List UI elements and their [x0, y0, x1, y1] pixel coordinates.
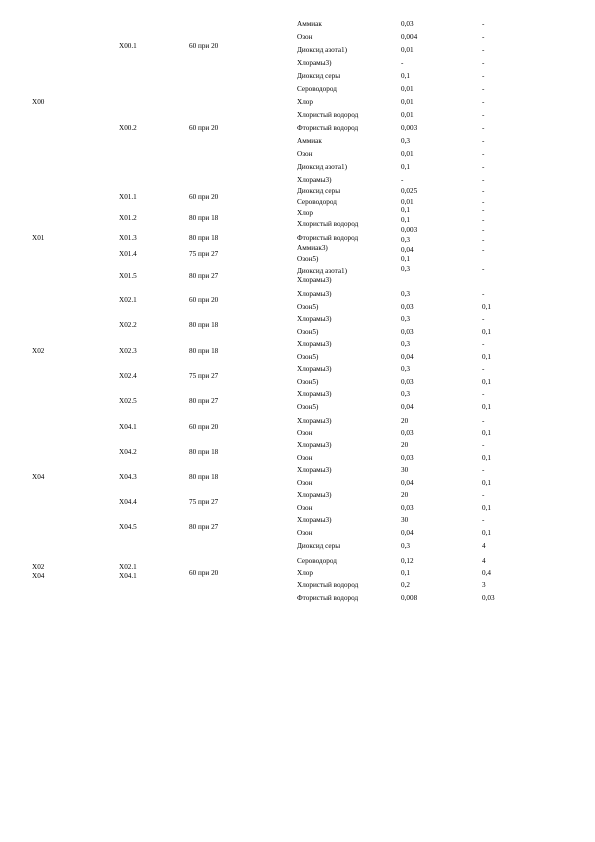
- table-cell: Аммиак3): [297, 244, 328, 252]
- table-cell: Хлорамы3): [297, 176, 332, 184]
- table-cell: 80 при 27: [189, 397, 219, 405]
- table-cell: 0,025: [401, 187, 418, 195]
- table-cell: Х01: [32, 234, 45, 242]
- table-cell: -: [482, 417, 485, 425]
- table-cell: 0,03: [401, 328, 414, 336]
- table-cell: 30: [401, 516, 409, 524]
- table-cell: Хлор: [297, 209, 313, 217]
- table-cell: 4: [482, 542, 486, 550]
- table-cell: Озон: [297, 429, 313, 437]
- table-cell: Фтористый водород: [297, 234, 359, 242]
- table-cell: Аммиак: [297, 20, 322, 28]
- table-cell: 75 при 27: [189, 372, 219, 380]
- table-cell: Диоксид серы: [297, 187, 341, 195]
- table-cell: -: [482, 265, 485, 273]
- table-cell: 0,1: [482, 454, 491, 462]
- table-cell: 0,1: [482, 529, 491, 537]
- table-cell: Озон5): [297, 353, 319, 361]
- table-cell: -: [482, 236, 485, 244]
- table-cell: 30: [401, 466, 409, 474]
- table-cell: Х04.4: [119, 498, 137, 506]
- table-cell: -: [401, 176, 404, 184]
- table-cell: 80 при 18: [189, 347, 219, 355]
- table-cell: 0,1: [401, 255, 410, 263]
- table-cell: Диоксид азота1): [297, 46, 348, 54]
- table-cell: 0,03: [401, 303, 414, 311]
- table-cell: Фтористый водород: [297, 124, 359, 132]
- table-cell: 3: [482, 581, 486, 589]
- table-cell: Х02: [32, 347, 45, 355]
- table-cell: Озон: [297, 150, 313, 158]
- table-cell: 80 при 18: [189, 448, 219, 456]
- table-cell: -: [482, 516, 485, 524]
- table-cell: 0,4: [482, 569, 491, 577]
- table-cell: Диоксид серы: [297, 542, 341, 550]
- table-cell: Хлористый водород: [297, 220, 359, 228]
- table-cell: 0,3: [401, 315, 410, 323]
- table-cell: 0,1: [482, 353, 491, 361]
- table-cell: Хлорамы3): [297, 290, 332, 298]
- table-cell: 0,3: [401, 290, 410, 298]
- table-cell: 0,1: [401, 72, 410, 80]
- table-cell: -: [482, 150, 485, 158]
- table-cell: 0,1: [482, 303, 491, 311]
- table-cell: -: [482, 441, 485, 449]
- table-cell: Озон: [297, 529, 313, 537]
- table-cell: 60 при 20: [189, 193, 219, 201]
- table-cell: 0,01: [401, 98, 414, 106]
- table-cell: 0,003: [401, 226, 418, 234]
- table-cell: -: [482, 491, 485, 499]
- table-cell: 0,03: [401, 429, 414, 437]
- table-cell: 0,04: [401, 403, 414, 411]
- table-cell: Хлорамы3): [297, 491, 332, 499]
- table-cell: 80 при 18: [189, 214, 219, 222]
- table-cell: 20: [401, 491, 409, 499]
- table-cell: -: [482, 163, 485, 171]
- table-cell: 0,3: [401, 542, 410, 550]
- table-cell: 0,1: [482, 403, 491, 411]
- table-cell: Хлорамы3): [297, 340, 332, 348]
- table-cell: -: [482, 98, 485, 106]
- table-cell: Х04: [32, 473, 45, 481]
- table-cell: 0,04: [401, 479, 414, 487]
- table-cell: Х02.5: [119, 397, 137, 405]
- table-cell: 0,1: [401, 216, 410, 224]
- table-cell: -: [482, 206, 485, 214]
- table-cell: Озон5): [297, 328, 319, 336]
- table-cell: Хлористый водород: [297, 581, 359, 589]
- table-cell: 0,1: [401, 569, 410, 577]
- table-cell: Х04.5: [119, 523, 137, 531]
- table-cell: 4: [482, 557, 486, 565]
- table-cell: 0,003: [401, 124, 418, 132]
- table-cell: 0,1: [482, 504, 491, 512]
- table-cell: Хлорамы3): [297, 315, 332, 323]
- table-cell: 0,03: [401, 504, 414, 512]
- table-cell: Х01.2: [119, 214, 137, 222]
- table-cell: 0,1: [401, 206, 410, 214]
- table-cell: Озон: [297, 33, 313, 41]
- table-cell: Хлорамы3): [297, 365, 332, 373]
- table-cell: 0,04: [401, 246, 414, 254]
- table-cell: Диоксид азота1): [297, 163, 348, 171]
- table-cell: Х00: [32, 98, 45, 106]
- table-cell: Диоксид азота1): [297, 267, 348, 275]
- table-cell: 0,3: [401, 365, 410, 373]
- table-cell: 0,3: [401, 265, 410, 273]
- table-cell: Х02: [32, 563, 45, 571]
- table-cell: 0,01: [401, 198, 414, 206]
- table-cell: 0,1: [482, 429, 491, 437]
- table-cell: 0,2: [401, 581, 410, 589]
- table-cell: Озон: [297, 504, 313, 512]
- table-cell: -: [482, 20, 485, 28]
- table-cell: Хлористый водород: [297, 111, 359, 119]
- table-cell: Сероводород: [297, 198, 337, 206]
- table-cell: Озон5): [297, 403, 319, 411]
- table-cell: Х02.2: [119, 321, 137, 329]
- table-cell: 0,03: [401, 20, 414, 28]
- table-cell: 0,01: [401, 111, 414, 119]
- table-cell: Х02.4: [119, 372, 137, 380]
- table-cell: -: [482, 390, 485, 398]
- table-cell: -: [482, 85, 485, 93]
- table-cell: -: [482, 46, 485, 54]
- table-cell: Х04.1: [119, 572, 137, 580]
- table-cell: 60 при 20: [189, 42, 219, 50]
- table-cell: Хлорамы3): [297, 276, 332, 284]
- table-cell: -: [482, 340, 485, 348]
- table-cell: Озон5): [297, 255, 319, 263]
- table-cell: 0,04: [401, 529, 414, 537]
- table-cell: -: [482, 198, 485, 206]
- table-cell: -: [482, 176, 485, 184]
- table-cell: Сероводород: [297, 557, 337, 565]
- table-cell: Х02.1: [119, 296, 137, 304]
- table-cell: Х01.5: [119, 272, 137, 280]
- table-cell: -: [482, 59, 485, 67]
- table-cell: 0,01: [401, 85, 414, 93]
- table-cell: Х04.3: [119, 473, 137, 481]
- table-cell: 0,1: [482, 328, 491, 336]
- table-cell: Х04: [32, 572, 45, 580]
- table-cell: 0,04: [401, 353, 414, 361]
- table-cell: -: [482, 246, 485, 254]
- table-cell: Озон: [297, 479, 313, 487]
- table-cell: 0,004: [401, 33, 418, 41]
- table-cell: Озон: [297, 454, 313, 462]
- table-cell: Аммиак: [297, 137, 322, 145]
- table-cell: 80 при 27: [189, 272, 219, 280]
- table-cell: 60 при 20: [189, 569, 219, 577]
- table-cell: 60 при 20: [189, 296, 219, 304]
- table-cell: 0,01: [401, 46, 414, 54]
- table-cell: -: [482, 216, 485, 224]
- table-cell: Х01.4: [119, 250, 137, 258]
- table-cell: 0,03: [401, 454, 414, 462]
- table-cell: 0,3: [401, 236, 410, 244]
- table-cell: 0,1: [482, 479, 491, 487]
- table-cell: -: [482, 466, 485, 474]
- table-cell: 0,3: [401, 340, 410, 348]
- table-cell: Хлорамы3): [297, 441, 332, 449]
- table-cell: Хлорамы3): [297, 390, 332, 398]
- table-cell: 60 при 20: [189, 423, 219, 431]
- table-cell: 80 при 18: [189, 473, 219, 481]
- table-cell: 0,01: [401, 150, 414, 158]
- table-cell: -: [401, 59, 404, 67]
- table-cell: -: [482, 124, 485, 132]
- table-cell: 75 при 27: [189, 498, 219, 506]
- table-cell: 60 при 20: [189, 124, 219, 132]
- table-cell: Х04.1: [119, 423, 137, 431]
- table-cell: -: [482, 33, 485, 41]
- table-cell: 0,03: [401, 378, 414, 386]
- table-cell: Хлор: [297, 569, 313, 577]
- table-cell: Х02.3: [119, 347, 137, 355]
- table-cell: -: [482, 72, 485, 80]
- table-cell: 0,1: [482, 378, 491, 386]
- table-cell: Х00.1: [119, 42, 137, 50]
- table-cell: 0,3: [401, 390, 410, 398]
- table-cell: -: [482, 365, 485, 373]
- table-cell: -: [482, 111, 485, 119]
- table-cell: 0,1: [401, 163, 410, 171]
- table-cell: Х01.1: [119, 193, 137, 201]
- table-cell: Хлорамы3): [297, 417, 332, 425]
- table-cell: Х00.2: [119, 124, 137, 132]
- table-cell: Диоксид серы: [297, 72, 341, 80]
- table-cell: Х01.3: [119, 234, 137, 242]
- table-cell: -: [482, 137, 485, 145]
- table-cell: Хлор: [297, 98, 313, 106]
- table-cell: -: [482, 226, 485, 234]
- table-cell: Хлорамы3): [297, 466, 332, 474]
- table-cell: Х04.2: [119, 448, 137, 456]
- table-cell: 0,3: [401, 137, 410, 145]
- table-cell: Фтористый водород: [297, 594, 359, 602]
- table-cell: Озон5): [297, 303, 319, 311]
- table-cell: Хлорамы3): [297, 59, 332, 67]
- table-cell: 0,03: [482, 594, 495, 602]
- table-cell: 80 при 27: [189, 523, 219, 531]
- table-cell: 80 при 18: [189, 321, 219, 329]
- table-cell: Хлорамы3): [297, 516, 332, 524]
- table-cell: 80 при 18: [189, 234, 219, 242]
- table-cell: 0,12: [401, 557, 414, 565]
- table-cell: 20: [401, 441, 409, 449]
- table-cell: 20: [401, 417, 409, 425]
- table-cell: -: [482, 290, 485, 298]
- table-cell: 0,008: [401, 594, 418, 602]
- table-cell: -: [482, 187, 485, 195]
- table-cell: Х02.1: [119, 563, 137, 571]
- table-cell: Озон5): [297, 378, 319, 386]
- table-cell: 75 при 27: [189, 250, 219, 258]
- table-cell: -: [482, 315, 485, 323]
- table-cell: Сероводород: [297, 85, 337, 93]
